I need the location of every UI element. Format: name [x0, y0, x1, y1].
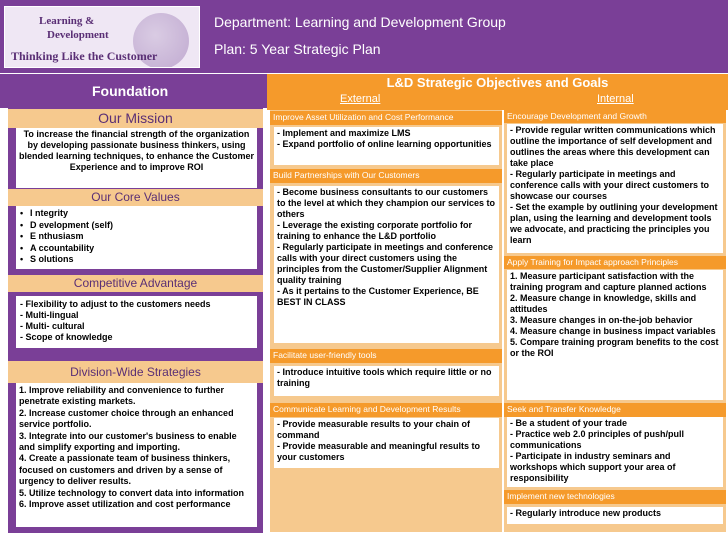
external-goal-text: - Provide measurable results to your chain of command - Provide measurable and meaningful results to your customers [274, 418, 499, 468]
internal-goal-heading: Apply Training for Impact approach Principles [504, 256, 726, 269]
internal-label: Internal [597, 93, 634, 105]
internal-goal-heading: Implement new technologies [504, 490, 726, 504]
bullet-icon: • [20, 242, 24, 253]
core-value-item: • A ccountability [20, 242, 95, 253]
external-goal-text: - Become business consultants to our customers to the level at which they champion our services to others - Leverage the existing corporate portfolio for training to enhance the L&D portfolio - Regularly participate in meetings and conference calls with your direct customers using the principles from the Customer/Supplier Alignment quality training - As it pertains to the Customer Experience, BE BEST IN CLASS [274, 186, 499, 343]
core-values-list [16, 206, 257, 269]
plan-title: Plan: 5 Year Strategic Plan [214, 41, 381, 57]
internal-goal-text: - Regularly introduce new products [507, 507, 723, 524]
internal-goal-text: - Be a student of your trade - Practice web 2.0 principles of push/pull communications - Participate in industry seminars and workshops which support your area of responsibility [507, 417, 723, 487]
core-value-item: • E nthusiasm [20, 231, 84, 241]
bullet-icon: • [20, 231, 24, 241]
external-goal-heading: Facilitate user-friendly tools [270, 349, 502, 363]
external-goal-text: - Introduce intuitive tools which require little or no training [274, 366, 499, 396]
department-title: Department: Learning and Development Group [214, 14, 506, 30]
mission-title: Our Mission [8, 109, 263, 128]
core-value-item: • I ntegrity [20, 208, 69, 218]
core-values-title: Our Core Values [8, 189, 263, 206]
competitive-advantage-text: - Flexibility to adjust to the customers needs - Multi-lingual - Multi- cultural - Scope of knowledge [16, 296, 257, 348]
internal-goal-text: - Provide regular written communications which outline the importance of self development and outlines the areas where this development can take place - Regularly participate in meetings and conference calls with your direct customers to showcase our courses - Set the example by outlining your development plan, using the learning and development tools we advocate, and practicing the principles you learn [507, 124, 723, 253]
goals-title: L&D Strategic Objectives and Goals [386, 75, 609, 90]
logo [4, 6, 200, 68]
internal-goal-heading: Encourage Development and Growth [504, 110, 726, 123]
bullet-icon: • [20, 208, 24, 218]
external-goal-heading: Build Partnerships with Our Customers [270, 169, 502, 183]
division-strategies-text: 1. Improve reliability and convenience to further penetrate existing markets. 2. Increase customer choice through an enhanced service portfolio. 3. Integrate into our customer's business to enable and simplify exporting and importing. 4. Create a passionate team of business thinkers, focused on customers and driven by a sense of urgency to deliver results. 5. Utilize technology to convert data into information 6. Improve asset utilization and cost performance [16, 383, 257, 527]
division-strategies-title: Division-Wide Strategies [8, 361, 263, 383]
logo-tagline: Thinking Like the Customer [11, 49, 158, 63]
external-label: External [340, 93, 381, 105]
internal-goal-text: 1. Measure participant satisfaction with the training program and capture planned actions 2. Measure change in knowledge, skills and attitudes 3. Measure changes in on-the-job behavior 4. Measure change in business impact variables 5. Compare training program benefits to the cost or the ROI [507, 270, 723, 400]
external-goal-heading: Improve Asset Utilization and Cost Performance [270, 111, 502, 125]
internal-goal-heading: Seek and Transfer Knowledge [504, 403, 726, 417]
mission-text: To increase the financial strength of the organization by developing passionate business thinkers, using blended learning techniques, to enhance the Customer Experience and to improve ROI [16, 128, 257, 188]
logo-line-2: Development [47, 29, 109, 41]
foundation-heading: Foundation [0, 74, 267, 108]
competitive-advantage-title: Competitive Advantage [8, 275, 263, 292]
core-value-item: • S olutions [20, 254, 74, 264]
core-value-item: • D evelopment (self) [20, 219, 114, 230]
external-goal-text: - Implement and maximize LMS - Expand portfolio of online learning opportunities [274, 127, 499, 165]
external-goal-heading: Communicate Learning and Development Results [270, 403, 502, 417]
logo-line-1: Learning & [39, 15, 95, 27]
bullet-icon: • [20, 219, 24, 230]
bullet-icon: • [20, 254, 24, 264]
